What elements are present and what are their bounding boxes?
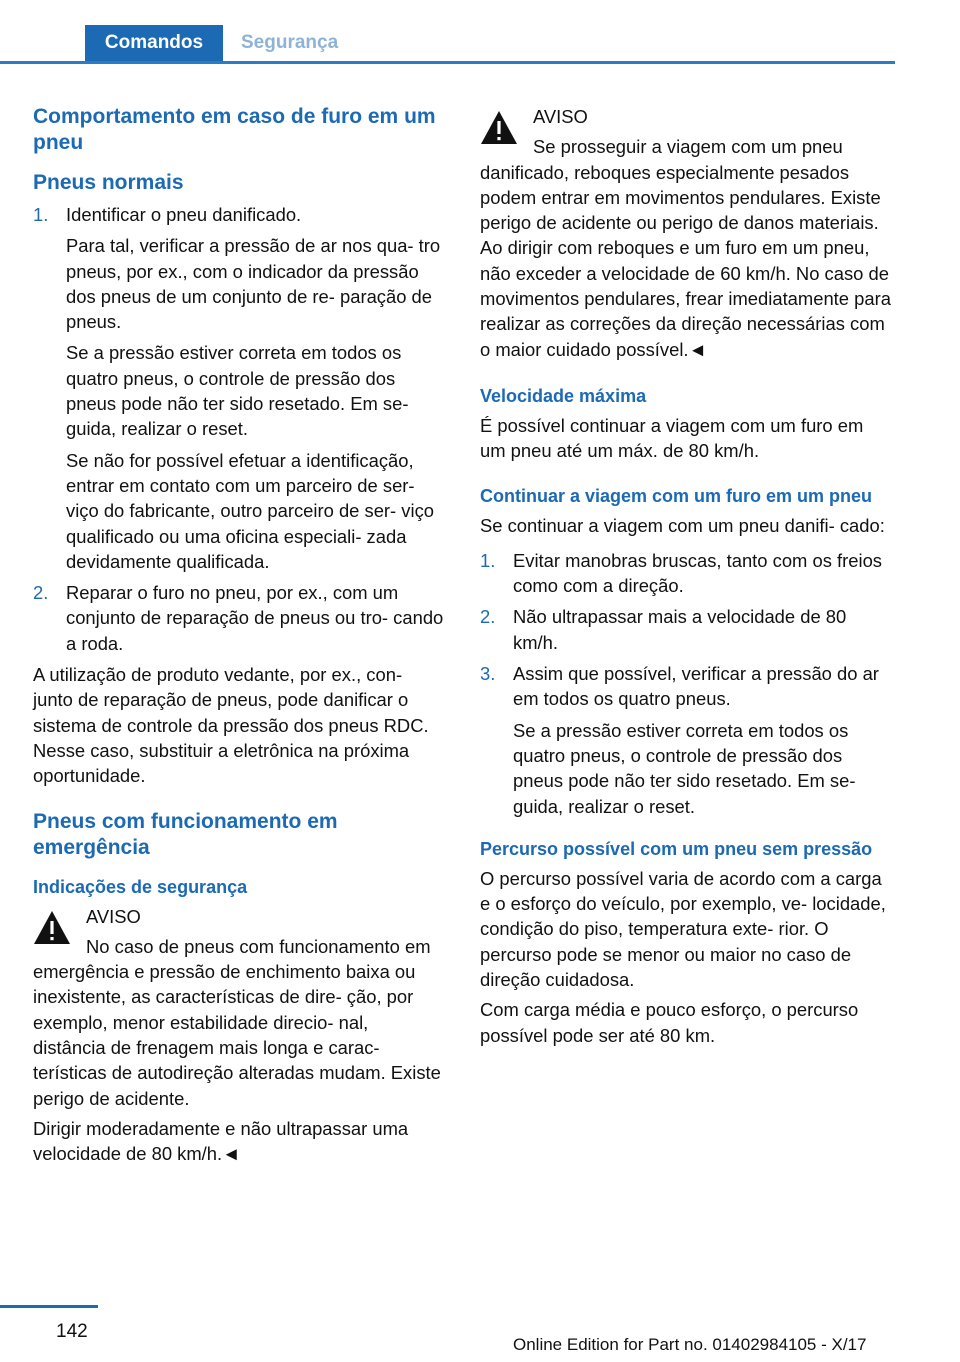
- list-text: Assim que possível, verificar a pressão do ar em todos os quatro pneus.: [513, 663, 879, 710]
- left-column: [33, 104, 445, 1172]
- tab-seguranca[interactable]: Segurança: [241, 32, 339, 53]
- page-number: 142: [56, 1321, 88, 1342]
- body-paragraph: O percurso possível varia de acordo com a carga e o esforço do veículo, por exemplo, ve- locidade, condição do piso, temperatura exte- rior. O percurso pode se menor ou maior no caso de direção cuidadosa.: [480, 867, 886, 991]
- list-item: [480, 661, 892, 819]
- subsection-title-velocidade: Velocidade máxima: [480, 385, 647, 406]
- subsection-title-percurso: Percurso possível com um pneu sem pressão: [480, 838, 873, 859]
- list-text: Para tal, verificar a pressão de ar nos qua- tro pneus, por ex., com o indicador da pressão dos pneus de um conjunto de re- paração de pneus.: [66, 235, 441, 333]
- list-item: [480, 604, 892, 655]
- body-paragraph: Se continuar a viagem com um pneu danifi- cado:: [480, 514, 885, 536]
- list-item: [480, 548, 892, 599]
- warning-label: AVISO: [86, 905, 141, 927]
- subsection-title-seguranca: Indicações de segurança: [33, 876, 248, 897]
- header-tab-bar: [0, 25, 895, 64]
- list-text: Evitar manobras bruscas, tanto com os freios como com a direção.: [513, 549, 882, 597]
- right-column: [480, 104, 892, 1053]
- list-number: 2.: [33, 582, 49, 604]
- tab-comandos[interactable]: Comandos: [85, 25, 223, 61]
- body-paragraph: É possível continuar a viagem com um furo em um pneu até um máx. de 80 km/h.: [480, 414, 864, 462]
- warning-box: [480, 104, 892, 362]
- list-text: Se a pressão estiver correta em todos os quatro pneus, o controle de pressão dos pneus pode não ter sido resetado. Em se- guida, realizar o reset.: [66, 342, 409, 440]
- edition-note: Online Edition for Part no. 01402984105 - X/17: [513, 1335, 867, 1354]
- list-text: Identificar o pneu danificado.: [66, 204, 302, 225]
- numbered-list-2: [480, 548, 892, 819]
- section-title-pneus-normais: Pneus normais: [33, 171, 184, 194]
- list-number: 3.: [480, 663, 496, 685]
- page-title: Comportamento em caso de furo em um pneu: [33, 105, 436, 154]
- list-text: Se a pressão estiver correta em todos os quatro pneus, o controle de pressão dos pneus pode não ter sido resetado. Em se- guida, realizar o reset.: [513, 719, 856, 817]
- subsection-title-continuar: Continuar a viagem com um furo em um pneu: [480, 485, 873, 506]
- warning-text: No caso de pneus com funcionamento em emergência e pressão de enchimento baixa ou inexistente, as características de dire- ção, por exemplo, menor estabilidade direcio- nal, distância de frenagem mais longa e carac- terísticas de autodireção alteradas mudam. Existe perigo de acidente.: [33, 935, 441, 1109]
- list-number: 1.: [33, 204, 49, 225]
- list-text: Não ultrapassar mais a velocidade de 80 km/h.: [513, 606, 847, 653]
- list-number: 2.: [480, 606, 496, 628]
- warning-text: Se prosseguir a viagem com um pneu danificado, reboques especialmente pesados podem entrar em movimentos pendulares. Existe perigo de acidente ou perigo de danos materiais. Ao dirigir com reboques e um furo em um pneu, não exceder a velocidade de 60 km/h. No caso de movimentos pendulares, frear imediatamente para realizar as correções da direção necessárias com o maior cuidado possível.◄: [480, 136, 891, 360]
- body-paragraph: A utilização de produto vedante, por ex., con- junto de reparação de pneus, pode danificar o sistema de controle da pressão dos pneus RDC. Nesse caso, substituir a eletrônica na próxima oportunidade.: [33, 664, 429, 787]
- warning-triangle-icon: [33, 910, 71, 945]
- warning-text: Dirigir moderadamente e não ultrapassar uma velocidade de 80 km/h.◄: [33, 1117, 409, 1165]
- footer-rule: [0, 1305, 98, 1308]
- warning-box: [33, 904, 445, 1167]
- list-text: Reparar o furo no pneu, por ex., com um conjunto de reparação de pneus ou tro- cando a roda.: [66, 582, 444, 654]
- list-text: Se não for possível efetuar a identificação, entrar em contato com um parceiro de ser- viço do fabricante, outro parceiro de ser- viço qualificado ou uma oficina especiali- zada devidamente qualificada.: [66, 449, 434, 572]
- list-number: 1.: [480, 549, 496, 571]
- list-item: [33, 202, 445, 574]
- body-paragraph: Com carga média e pouco esforço, o percurso possível pode ser até 80 km.: [480, 999, 859, 1046]
- warning-triangle-icon: [480, 110, 518, 145]
- numbered-list-1: [33, 202, 445, 656]
- section-title-emergencia: Pneus com funcionamento em emergência: [33, 809, 338, 859]
- list-item: [33, 580, 445, 656]
- warning-label: AVISO: [533, 106, 588, 127]
